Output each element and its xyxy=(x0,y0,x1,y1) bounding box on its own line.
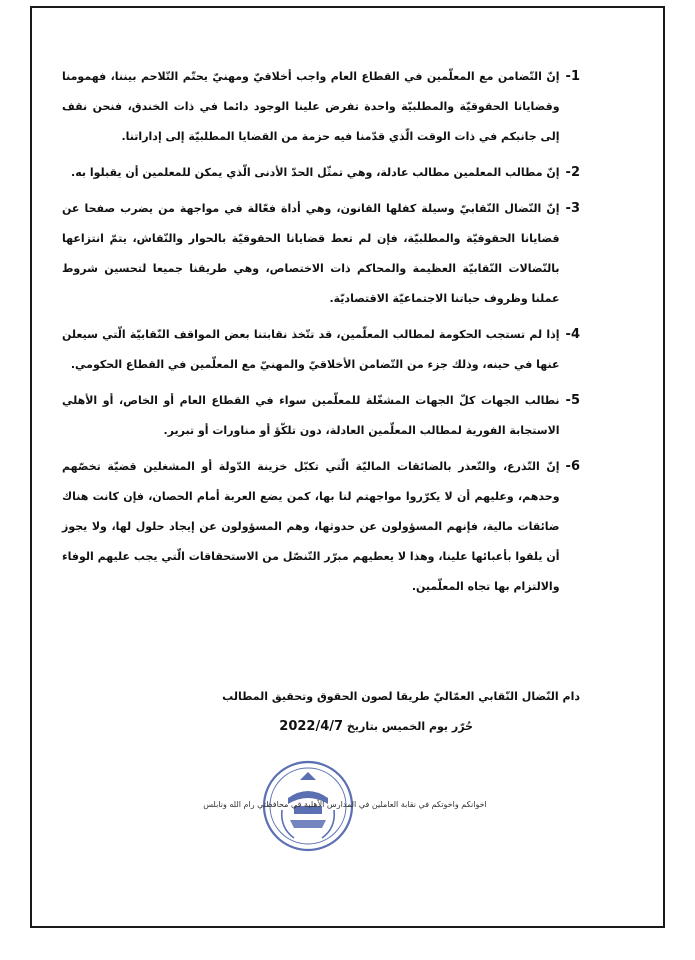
item-text: إنّ التّذرع، والتّعذر بالضائقات الماليّة الّتي تكبّل خزينة الدّولة أو المشغلين قضيّة تخصّهم وحدهم، وعليهم أن لا يكرّروا مواجهتم لنا بها، كمن يضع العربة أمام الحصان، فإن كانت هناك ضائقات مالية، فإنهم المسؤولون عن حدوثها، وهم المسؤولون عن إيجاد حلول لها، ولا يجوز أن يلقوا بأعبائها علينا، وهذا لا يعطيهم مبرّر التّنصّل من الاستحقاقات الّتي يجب عليهم الوفاء والالتزام بها تجاه المعلّمين. xyxy=(62,460,560,593)
item-text: إنّ التّضامن مع المعلّمين في القطاع العام واجب أخلاقيّ ومهنيّ يحتّم التّلاحم بيننا، فهمومنا وقضايانا الحقوقيّة والمطلبيّة واحدة تفرض علينا الوجود دائما في ذات الخندق، فنحن نقف إلى جانبكم في ذات الوقت الّذي قدّمنا فيه حزمة من القضايا المطلبيّة إلى إداراتنا. xyxy=(62,70,560,143)
item-text: إذا لم تستجب الحكومة لمطالب المعلّمين، قد تتّخذ نقابتنا بعض المواقف النّقابيّة الّتي سيعلن عنها في حينه، وذلك جزء من التّضامن الأخلاقيّ والمهنيّ مع المعلّمين في القطاع الحكومي. xyxy=(62,328,560,371)
list-item xyxy=(62,452,580,602)
item-text: إنّ مطالب المعلمين مطالب عادلة، وهي تمثّل الحدّ الأدنى الّذي يمكن للمعلمين أن يقبلوا به. xyxy=(71,166,560,179)
list-item xyxy=(62,62,580,152)
list-item xyxy=(62,158,580,188)
item-text: نطالب الجهات كلّ الجهات المشغّلة للمعلّمين سواء في القطاع العام أو الخاص، أو الأهلي الاستجابة الفورية لمطالب المعلّمين العادلة، دون تلكّؤ أو مناورات أو تبرير. xyxy=(62,394,560,437)
issue-date-line xyxy=(279,716,473,738)
item-number: 6- xyxy=(565,459,580,474)
item-number: 3- xyxy=(565,201,580,216)
signature-line: اخوانكم واخوتكم في نقابة العاملين في المدارس الأهلية في محافظتي رام الله ونابلس xyxy=(203,800,487,809)
item-number: 5- xyxy=(565,393,580,408)
item-number: 1- xyxy=(565,69,580,84)
item-text: إنّ النّضال النّقابيّ وسيلة كفلها القانون، وهي أداة فعّالة في مواجهة من يضرب صفحا عن قضايانا الحقوقيّة والمطلبيّة، فإن لم تعط قضايانا الحقوقيّة بالحوار والنّقاش، يتمّ انتزاعها بالنّضالات النّقابيّة العظيمة والمحاكم ذات الاختصاص، وهي طريقنا جميعا لتحسين شروط عملنا وظروف حياتنا الاجتماعيّة الاقتصاديّة. xyxy=(62,202,560,305)
list-item xyxy=(62,194,580,314)
list-item xyxy=(62,386,580,446)
statement-body xyxy=(62,62,580,608)
item-number: 2- xyxy=(565,165,580,180)
issue-date: 2022/4/7 xyxy=(279,719,344,734)
issue-date-label: حُرّر يوم الخميس بتاريخ xyxy=(346,720,473,733)
item-number: 4- xyxy=(565,327,580,342)
list-item xyxy=(62,320,580,380)
closing-slogan: دام النّضال النّقابي العمّاليّ طريقا لصون الحقوق وتحقيق المطالب xyxy=(222,690,580,703)
